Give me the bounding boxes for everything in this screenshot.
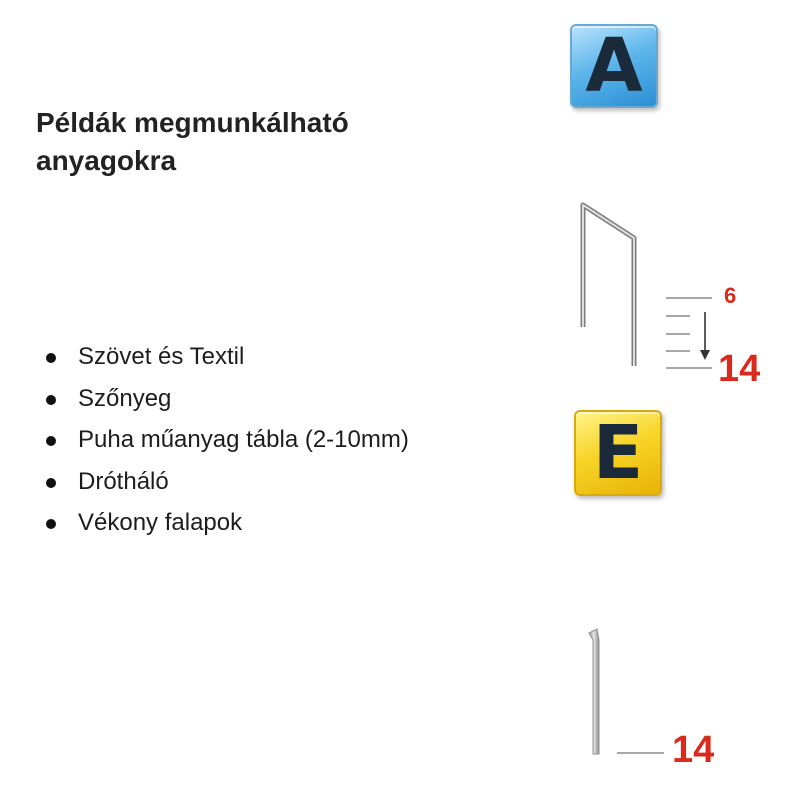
brad-nail-icon [589,629,599,754]
arrow-down-icon [700,312,710,360]
list-item [44,419,409,461]
min-length-label: 6 [724,283,737,308]
list-item-text: Puha műanyag tábla (2-10mm) [78,426,409,453]
list-item [44,502,409,544]
bullet-icon [46,395,56,405]
page-heading [36,104,456,180]
badge-e-letter: E [592,410,644,496]
leg-length-scale [666,298,712,368]
bullet-icon [46,436,56,446]
list-item [44,336,409,378]
bullet-icon [46,478,56,488]
list-item [44,461,409,503]
materials-list [44,336,409,544]
badge-a-letter: A [585,23,643,109]
bullet-icon [46,519,56,529]
list-item-text: Vékony falapok [78,509,243,536]
staple-icon [583,205,634,366]
list-item-text: Szövet és Textil [78,343,245,370]
heading-line-1: Példák megmunkálható [36,107,349,138]
max-length-label: 14 [718,348,761,390]
list-item-text: Drótháló [78,467,169,495]
bullet-icon [46,353,56,363]
list-item [44,378,409,420]
staple-type-a-badge [570,24,658,108]
nail-length-label: 14 [672,729,715,771]
staple-type-e-badge [574,410,662,496]
list-item-text: Szőnyeg [78,384,172,412]
heading-line-2: anyagokra [36,145,177,176]
